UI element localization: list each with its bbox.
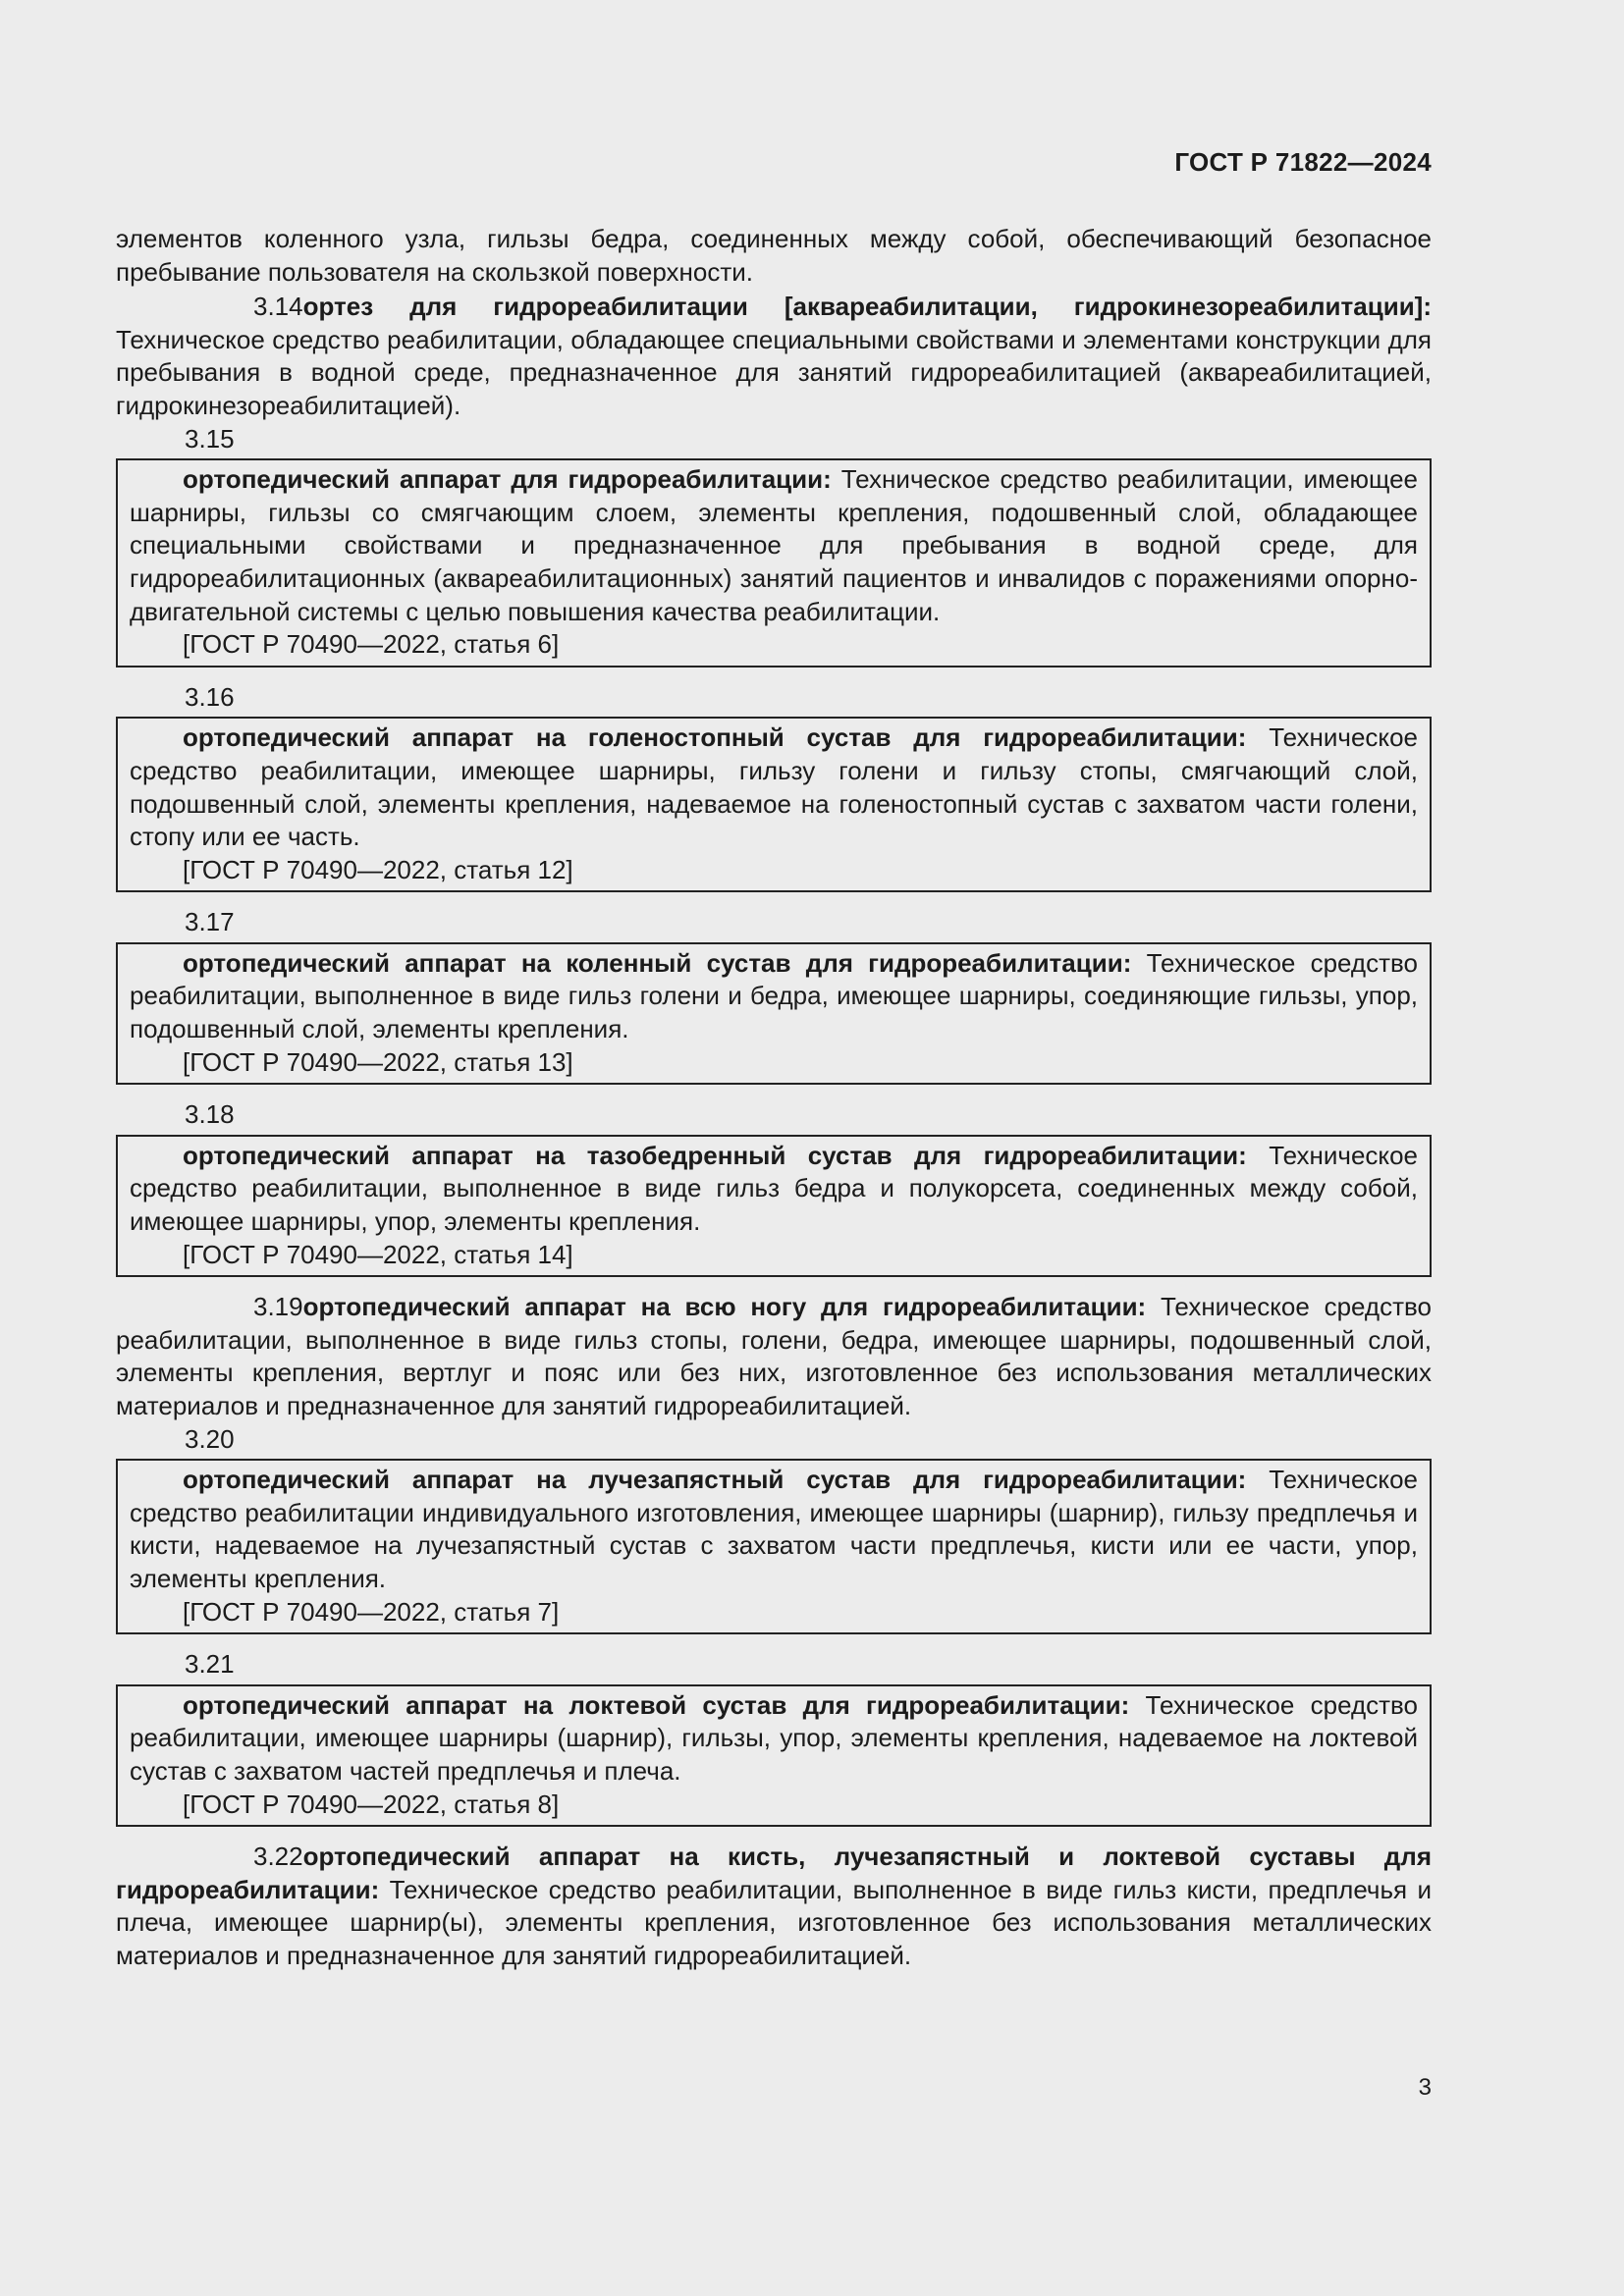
definition-paragraph [130, 463, 1418, 628]
quoted-definition-box-3-15 [116, 458, 1432, 667]
section-label-3-16: 3.16 [185, 681, 235, 712]
page-number: 3 [1418, 2074, 1432, 2101]
section-number: 3.22 [253, 1842, 303, 1872]
definition-paragraph [130, 1140, 1418, 1239]
definition: Техническое средство реабилитации, выполненное в виде гильз голени и бедра, имеющее шарниры, соединяющие гильзы, упор, подошвенный слой, элементы крепления. [130, 947, 1418, 1044]
term: ортопедический аппарат на голеностопный сустав для гидрореабилитации: [183, 722, 1247, 753]
section-label-3-18: 3.18 [185, 1099, 235, 1130]
definition: Техническое средство реабилитации, выполненное в виде гильз кисти, предплечья и плеча, имеющее шарнир(ы), элементы крепления, изготовленное без использования металлических материалов и предназначенное для занятий гидрореабилитацией. [116, 1874, 1432, 1970]
term: ортез для гидрореабилитации [аквареабилитации, гидрокинезореабилитации]: [302, 292, 1432, 322]
source-reference: [ГОСТ Р 70490—2022, статья 13] [183, 1046, 573, 1077]
term: ортопедический аппарат на локтевой сустав для гидрореабилитации: [183, 1689, 1130, 1720]
section-number: 3.14 [253, 292, 303, 322]
section-3-19 [116, 1291, 1432, 1422]
source-reference: [ГОСТ Р 70490—2022, статья 12] [183, 854, 573, 884]
section-label-3-20: 3.20 [185, 1423, 235, 1454]
source-reference: [ГОСТ Р 70490—2022, статья 8] [183, 1789, 560, 1819]
document-header: ГОСТ Р 71822—2024 [1174, 147, 1432, 177]
definition: Техническое средство реабилитации, имеющее шарниры (шарнир), гильзы, упор, элементы крепления, надеваемое на локтевой сустав с захватом частей предплечья и плеча. [130, 1689, 1419, 1786]
definition: Техническое средство реабилитации, имеющее шарниры, гильзы со смягчающим слоем, элементы крепления, подошвенный слой, обладающее специальными свойствами и предназначенное для пребывания в водной среде, для гидрореабилитационных (аквареабилитационных) занятий пациентов и инвалидов с поражениями опорно-двигательной системы с целью повышения качества реабилитации. [130, 464, 1418, 626]
source-reference: [ГОСТ Р 70490—2022, статья 6] [183, 629, 560, 660]
definition: Техническое средство реабилитации, обладающее специальными свойствами и элементами конструкции для пребывания в водной среде, предназначенное для занятий гидрореабилитацией (аквареабилитацией, гидрокинезореабилитацией). [116, 324, 1432, 420]
definition: Техническое средство реабилитации индивидуального изготовления, имеющее шарниры (шарнир), гильзу предплечья и кисти, надеваемое на лучезапястный сустав с захватом части предплечья, кисти или ее части, упор, элементы крепления. [130, 1465, 1419, 1593]
section-3-22 [116, 1841, 1432, 1972]
quoted-definition-box-3-18 [116, 1135, 1432, 1277]
section-label-3-21: 3.21 [185, 1649, 235, 1680]
definition: Техническое средство реабилитации, выполненное в виде гильз бедра и полукорсета, соединенных между собой, имеющее шарниры, упор, элементы крепления. [130, 1140, 1418, 1237]
definition-paragraph [130, 947, 1418, 1046]
quoted-definition-box-3-20 [116, 1459, 1432, 1634]
source-reference: [ГОСТ Р 70490—2022, статья 14] [183, 1239, 573, 1269]
definition-paragraph [130, 1464, 1418, 1595]
section-3-14 [116, 291, 1432, 422]
intro-paragraph: элементов коленного узла, гильзы бедра, соединенных между собой, обеспечивающий безопасное пребывание пользователя на скользкой поверхности. [116, 224, 1432, 287]
document-content [116, 223, 1432, 1973]
term: ортопедический аппарат для гидрореабилитации: [183, 464, 832, 495]
quoted-definition-box-3-17 [116, 942, 1432, 1085]
section-label-3-15: 3.15 [185, 423, 235, 454]
term: ортопедический аппарат на тазобедренный сустав для гидрореабилитации: [183, 1140, 1247, 1170]
term: ортопедический аппарат на всю ногу для гидрореабилитации: [302, 1292, 1147, 1322]
definition: Техническое средство реабилитации, выполненное в виде гильз стопы, голени, бедра, имеющее шарниры, подошвенный слой, элементы крепления, вертлуг и пояс или без них, изготовленное без использования металлических материалов и предназначенное для занятий гидрореабилитацией. [116, 1292, 1432, 1420]
source-reference: [ГОСТ Р 70490—2022, статья 7] [183, 1596, 560, 1627]
section-label-3-17: 3.17 [185, 907, 235, 937]
term: ортопедический аппарат на кисть, лучезапястный и локтевой суставы для гидрореабилитации: [116, 1842, 1432, 1904]
quoted-definition-box-3-21 [116, 1684, 1432, 1827]
term: ортопедический аппарат на лучезапястный сустав для гидрореабилитации: [183, 1465, 1247, 1495]
quoted-definition-box-3-16 [116, 717, 1432, 892]
definition-paragraph [130, 721, 1418, 853]
section-number: 3.19 [253, 1292, 303, 1322]
term: ортопедический аппарат на коленный сустав для гидрореабилитации: [183, 947, 1132, 978]
definition: Техническое средство реабилитации, имеющее шарниры, гильзу голени и гильзу стопы, смягчающий слой, подошвенный слой, элементы крепления, надеваемое на голеностопный сустав с захватом части голени, стопу или ее часть. [130, 722, 1418, 852]
definition-paragraph [130, 1689, 1418, 1789]
